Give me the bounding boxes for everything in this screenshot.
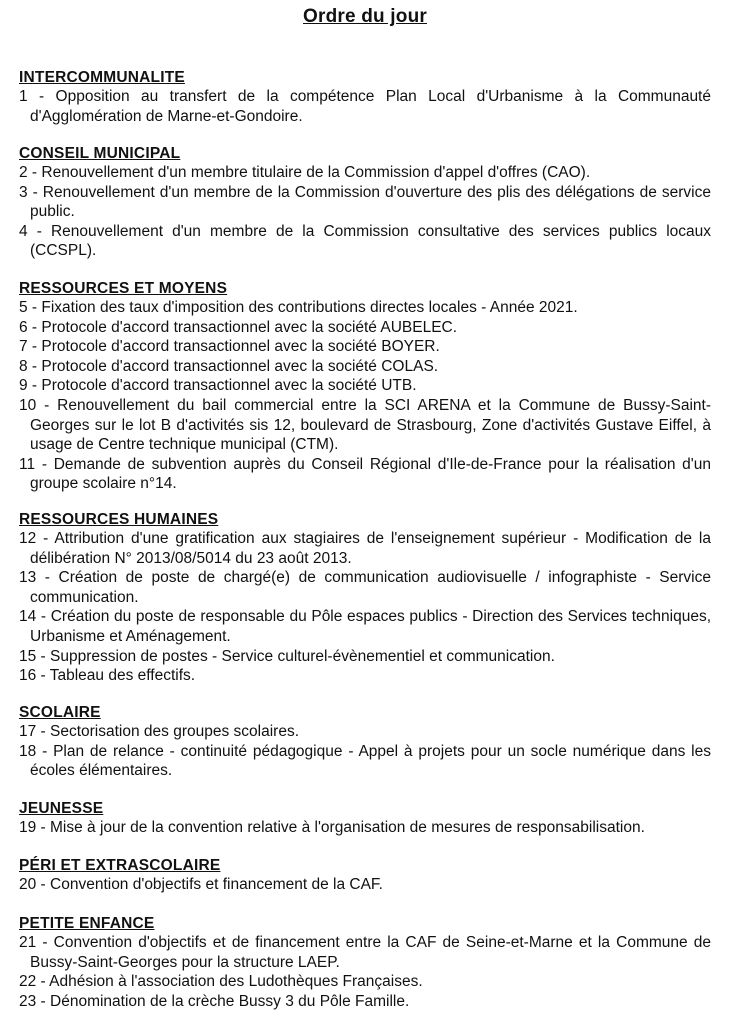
agenda-item: 5 - Fixation des taux d'imposition des contributions directes locales - Année 2021.: [19, 299, 578, 316]
agenda-item: 16 - Tableau des effectifs.: [19, 667, 196, 685]
agenda-item: 7 - Protocole d'accord transactionnel avec la société BOYER.: [19, 338, 440, 356]
agenda-item: 12 - Attribution d'une gratification aux stagiaires de l'enseignement supérieur - Modification de la délibération N° 2013/08/5014 du 23 août 2013.: [19, 530, 711, 567]
section-heading: RESSOURCES ET MOYENS: [19, 280, 228, 297]
section-heading: PÉRI ET EXTRASCOLAIRE: [19, 857, 221, 874]
section-heading: CONSEIL MUNICIPAL: [19, 145, 181, 162]
agenda-document: [19, 0, 711, 1010]
agenda-item: 1 - Opposition au transfert de la compétence Plan Local d'Urbanisme à la Communauté d'Agglomération de Marne-et-Gondoire.: [19, 88, 711, 125]
agenda-item: 22 - Adhésion à l'association des Ludothèques Françaises.: [19, 973, 423, 991]
agenda-item: 3 - Renouvellement d'un membre de la Commission d'ouverture des plis des délégations de service public.: [19, 183, 711, 221]
agenda-item: 14 - Création du poste de responsable du Pôle espaces publics - Direction des Services techniques, Urbanisme et Aménagement.: [19, 608, 711, 645]
agenda-section: [19, 68, 711, 126]
agenda-section: [19, 144, 711, 261]
section-heading: PETITE ENFANCE: [19, 915, 155, 932]
agenda-item: 17 - Sectorisation des groupes scolaires.: [19, 723, 300, 740]
agenda-section: [19, 914, 711, 1011]
agenda-section: [19, 799, 711, 838]
agenda-item: 10 - Renouvellement du bail commercial entre la SCI ARENA et la Commune de Bussy-Saint-Georges sur le lot B d'activités sis 12, boulevard de Strasbourg, Zone d'activités Gustave Eiffel, à usage de Centre technique municipal (CTM).: [19, 396, 711, 454]
agenda-item: 20 - Convention d'objectifs et financement de la CAF.: [19, 876, 383, 893]
agenda-item: 23 - Dénomination de la crèche Bussy 3 du Pôle Famille.: [19, 992, 410, 1010]
agenda-item: 6 - Protocole d'accord transactionnel avec la société AUBELEC.: [19, 318, 458, 336]
section-heading: JEUNESSE: [19, 800, 104, 817]
agenda-item: 2 - Renouvellement d'un membre titulaire de la Commission d'appel d'offres (CAO).: [19, 164, 591, 181]
agenda-item: 8 - Protocole d'accord transactionnel avec la société COLAS.: [19, 357, 439, 375]
agenda-item: 4 - Renouvellement d'un membre de la Commission consultative des services publics locaux (CCSPL).: [19, 222, 711, 260]
agenda-section: [19, 703, 711, 781]
agenda-section: [19, 856, 711, 895]
agenda-item: 13 - Création de poste de chargé(e) de communication audiovisuelle / infographiste - Service communication.: [19, 569, 711, 606]
agenda-section: [19, 279, 711, 494]
page-title: Ordre du jour: [303, 6, 427, 27]
section-heading: INTERCOMMUNALITE: [19, 69, 185, 86]
agenda-item: 9 - Protocole d'accord transactionnel avec la société UTB.: [19, 377, 417, 395]
section-heading: SCOLAIRE: [19, 704, 101, 721]
agenda-item: 11 - Demande de subvention auprès du Conseil Régional d'Ile-de-France pour la réalisation d'un groupe scolaire n°14.: [19, 455, 711, 493]
agenda-item: 15 - Suppression de postes - Service culturel-évènementiel et communication.: [19, 647, 555, 665]
agenda-section: [19, 510, 711, 686]
agenda-item: 18 - Plan de relance - continuité pédagogique - Appel à projets pour un socle numérique dans les écoles élémentaires.: [19, 742, 711, 780]
agenda-item: 19 - Mise à jour de la convention relative à l'organisation de mesures de responsabilisation.: [19, 819, 645, 836]
agenda-item: 21 - Convention d'objectifs et de financement entre la CAF de Seine-et-Marne et la Commune de Bussy-Saint-Georges pour la structure LAEP.: [19, 934, 711, 971]
section-heading: RESSOURCES HUMAINES: [19, 511, 219, 528]
